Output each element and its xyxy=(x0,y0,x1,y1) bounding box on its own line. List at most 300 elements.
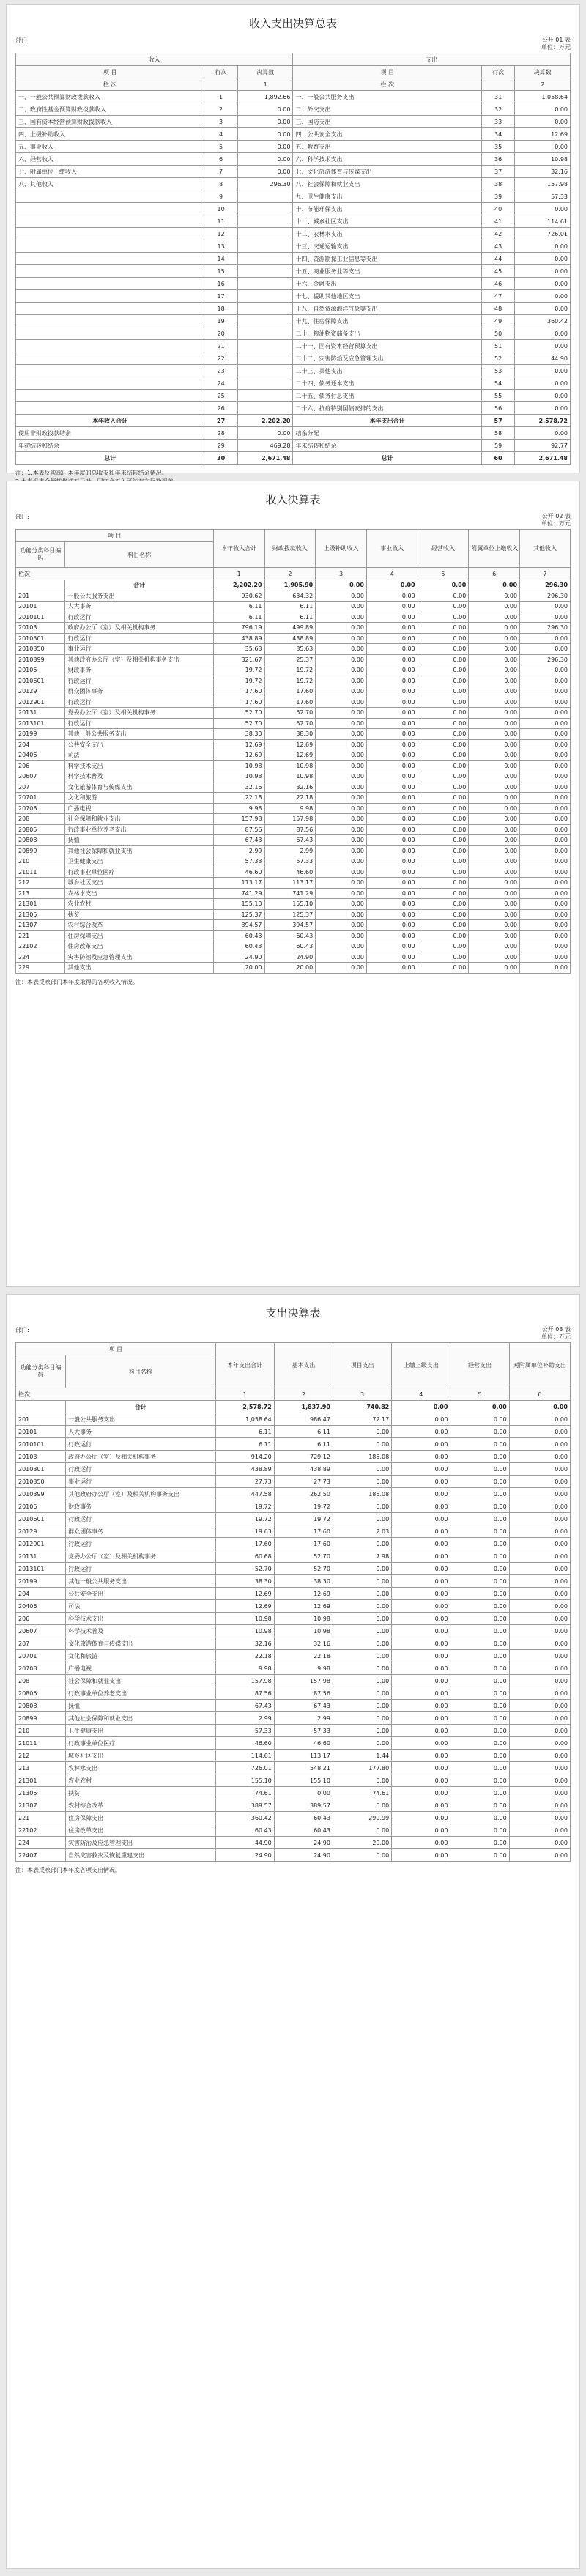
table-row xyxy=(16,440,571,452)
income-col-label: 栏次 xyxy=(16,568,214,580)
amount-cell: 0.00 xyxy=(450,1824,509,1837)
amount-cell: 0.00 xyxy=(520,644,571,655)
table-row xyxy=(16,1600,571,1613)
expense-line: 46 xyxy=(481,278,514,290)
table-row xyxy=(16,1737,571,1750)
income-h-biz: 事业收入 xyxy=(366,530,418,568)
amount-cell: 57.33 xyxy=(213,856,264,867)
amount-cell: 0.00 xyxy=(333,1725,391,1737)
amount-cell: 0.00 xyxy=(366,708,418,719)
summary-h-line: 行次 xyxy=(204,66,237,78)
summary-col-label: 栏 次 xyxy=(16,78,204,91)
amount-cell: 0.00 xyxy=(366,909,418,920)
table-row xyxy=(16,203,571,215)
income-amount: 0.00 xyxy=(237,427,293,440)
table-row xyxy=(16,1438,571,1451)
amount-cell: 0.00 xyxy=(366,697,418,708)
amount-cell: 0.00 xyxy=(418,941,469,952)
subject-name: 文化和旅游 xyxy=(66,1650,215,1662)
subject-name: 群众团体事务 xyxy=(65,686,213,697)
income-amount xyxy=(237,402,293,415)
expense-line: 32 xyxy=(481,103,514,116)
amount-cell: 0.00 xyxy=(418,963,469,974)
subject-code: 2010350 xyxy=(16,644,65,655)
amount-cell: 0.00 xyxy=(418,750,469,761)
income-amount xyxy=(237,340,293,352)
amount-cell: 0.00 xyxy=(418,845,469,856)
amount-cell: 0.00 xyxy=(316,963,367,974)
amount-cell: 0.00 xyxy=(392,1588,450,1600)
amount-cell: 0.00 xyxy=(469,665,520,676)
table-row xyxy=(16,415,571,427)
amount-cell: 0.00 xyxy=(450,1725,509,1737)
amount-cell: 0.00 xyxy=(392,1488,450,1500)
amount-cell: 0.00 xyxy=(520,803,571,814)
expense-amount: 0.00 xyxy=(515,327,571,340)
subject-name: 行政运行 xyxy=(66,1538,215,1550)
subject-code: 207 xyxy=(16,782,65,793)
amount-cell: 57.33 xyxy=(274,1725,333,1737)
amount-cell: 0.00 xyxy=(509,1750,570,1762)
expense-line: 50 xyxy=(481,327,514,340)
subject-code: 221 xyxy=(16,1812,66,1824)
expense-amount: 10.98 xyxy=(515,153,571,166)
expense-line: 55 xyxy=(481,390,514,402)
subject-name: 广播电视 xyxy=(65,803,213,814)
amount-cell: 2,202.20 xyxy=(213,580,264,591)
amount-cell: 60.43 xyxy=(215,1824,274,1837)
summary-title: 收入支出决算总表 xyxy=(248,17,337,30)
amount-cell: 125.37 xyxy=(213,909,264,920)
amount-cell: 157.98 xyxy=(264,814,316,825)
table-row xyxy=(16,729,571,740)
expense-table xyxy=(15,1342,571,1862)
amount-cell: 0.00 xyxy=(418,633,469,644)
subject-name: 群众团体事务 xyxy=(66,1525,215,1538)
amount-cell: 0.00 xyxy=(520,867,571,878)
income-line: 26 xyxy=(204,402,237,415)
expense-item: 十八、自然资源海洋气象等支出 xyxy=(293,303,481,315)
table-row xyxy=(16,952,571,963)
amount-cell: 87.56 xyxy=(274,1687,333,1700)
amount-cell: 0.00 xyxy=(520,856,571,867)
amount-cell: 0.00 xyxy=(520,782,571,793)
expense-line: 37 xyxy=(481,166,514,178)
amount-cell: 360.42 xyxy=(215,1812,274,1824)
amount-cell: 0.00 xyxy=(392,1762,450,1774)
amount-cell: 0.00 xyxy=(316,729,367,740)
amount-cell: 0.00 xyxy=(509,1712,570,1725)
amount-cell: 12.69 xyxy=(213,739,264,750)
amount-cell: 0.00 xyxy=(316,718,367,729)
amount-cell: 52.70 xyxy=(213,708,264,719)
amount-cell: 22.18 xyxy=(274,1650,333,1662)
subject-code: 208 xyxy=(16,1675,66,1687)
amount-cell: 35.63 xyxy=(264,644,316,655)
expense-line: 49 xyxy=(481,315,514,327)
subject-name: 一般公共服务支出 xyxy=(66,1413,215,1426)
amount-cell: 438.89 xyxy=(264,633,316,644)
amount-cell: 60.43 xyxy=(274,1812,333,1824)
amount-cell: 24.90 xyxy=(213,952,264,963)
subject-name: 农业农村 xyxy=(66,1774,215,1787)
amount-cell: 20.00 xyxy=(264,963,316,974)
amount-cell: 2.99 xyxy=(215,1712,274,1725)
amount-cell: 0.00 xyxy=(366,644,418,655)
subject-code: 20701 xyxy=(16,793,65,804)
amount-cell: 0.00 xyxy=(418,771,469,782)
subject-code: 212 xyxy=(16,878,65,889)
table-row xyxy=(16,228,571,240)
amount-cell: 0.00 xyxy=(520,941,571,952)
amount-cell: 6.11 xyxy=(274,1438,333,1451)
amount-cell: 0.00 xyxy=(520,835,571,846)
amount-cell: 0.00 xyxy=(469,835,520,846)
expense-line: 41 xyxy=(481,215,514,228)
amount-cell: 0.00 xyxy=(366,665,418,676)
income-item xyxy=(16,352,204,365)
subject-name: 扶贫 xyxy=(66,1787,215,1799)
amount-cell: 0.00 xyxy=(316,665,367,676)
subject-name: 卫生健康支出 xyxy=(65,856,213,867)
amount-cell: 1,837.90 xyxy=(274,1401,333,1413)
amount-cell: 0.00 xyxy=(392,1662,450,1675)
amount-cell: 0.00 xyxy=(333,1799,391,1812)
subject-name: 其他一般公共服务支出 xyxy=(65,729,213,740)
subject-name: 住房改革支出 xyxy=(65,941,213,952)
subject-code: 20899 xyxy=(16,845,65,856)
income-item xyxy=(16,340,204,352)
amount-cell: 0.00 xyxy=(520,963,571,974)
amount-cell: 0.00 xyxy=(418,591,469,602)
amount-cell: 87.56 xyxy=(264,824,316,835)
amount-cell: 0.00 xyxy=(392,1538,450,1550)
amount-cell: 0.00 xyxy=(450,1625,509,1637)
income-dept: 部门: xyxy=(15,514,29,520)
amount-cell: 0.00 xyxy=(316,878,367,889)
amount-cell: 0.00 xyxy=(316,814,367,825)
amount-cell: 0.00 xyxy=(418,930,469,941)
amount-cell: 0.00 xyxy=(450,1476,509,1488)
table-row xyxy=(16,1750,571,1762)
expense-amount: 0.00 xyxy=(515,290,571,303)
table-row xyxy=(16,116,571,128)
amount-cell: 177.80 xyxy=(333,1762,391,1774)
amount-cell: 12.69 xyxy=(274,1600,333,1613)
subject-code: 21305 xyxy=(16,909,65,920)
income-item xyxy=(16,402,204,415)
income-item: 本年收入合计 xyxy=(16,415,204,427)
amount-cell: 0.00 xyxy=(366,612,418,623)
expense-item: 八、社会保障和就业支出 xyxy=(293,178,481,190)
income-amount: 0.00 xyxy=(237,128,293,141)
table-row xyxy=(16,340,571,352)
income-h-item: 项 目 xyxy=(16,530,214,542)
subject-code: 213 xyxy=(16,1762,66,1774)
income-line: 4 xyxy=(204,128,237,141)
amount-cell: 0.00 xyxy=(392,1550,450,1563)
table-row xyxy=(16,835,571,846)
amount-cell: 0.00 xyxy=(392,1500,450,1513)
amount-cell: 0.00 xyxy=(509,1426,570,1438)
amount-cell: 0.00 xyxy=(450,1463,509,1476)
amount-cell: 0.00 xyxy=(469,623,520,634)
amount-cell: 0.00 xyxy=(509,1401,570,1413)
subject-name: 住房保障支出 xyxy=(66,1812,215,1824)
amount-cell: 0.00 xyxy=(450,1774,509,1787)
amount-cell: 0.00 xyxy=(418,856,469,867)
subject-name: 农业农村 xyxy=(65,899,213,910)
table-row xyxy=(16,1774,571,1787)
income-line: 17 xyxy=(204,290,237,303)
amount-cell: 157.98 xyxy=(213,814,264,825)
table-row xyxy=(16,760,571,771)
subject-code: 20106 xyxy=(16,665,65,676)
subject-name: 政府办公厅（室）及相关机构事务 xyxy=(65,623,213,634)
amount-cell: 0.00 xyxy=(509,1700,570,1712)
expense-code: 公开 03 表 xyxy=(541,1326,571,1333)
table-row xyxy=(16,739,571,750)
amount-cell: 0.00 xyxy=(366,771,418,782)
income-amount xyxy=(237,290,293,303)
income-h-fiscal: 财政拨款收入 xyxy=(264,530,316,568)
amount-cell: 0.00 xyxy=(469,803,520,814)
subject-code: 20103 xyxy=(16,1451,66,1463)
amount-cell: 17.60 xyxy=(213,697,264,708)
income-item xyxy=(16,377,204,390)
amount-cell: 0.00 xyxy=(366,888,418,899)
table-row xyxy=(16,1575,571,1588)
subject-code: 20808 xyxy=(16,1700,66,1712)
amount-cell: 67.43 xyxy=(264,835,316,846)
amount-cell: 726.01 xyxy=(215,1762,274,1774)
table-row xyxy=(16,1426,571,1438)
amount-cell: 17.60 xyxy=(215,1538,274,1550)
amount-cell: 0.00 xyxy=(366,602,418,612)
table-row xyxy=(16,888,571,899)
expense-amount: 0.00 xyxy=(515,402,571,415)
amount-cell: 0.00 xyxy=(520,878,571,889)
amount-cell: 0.00 xyxy=(316,708,367,719)
amount-cell: 0.00 xyxy=(450,1737,509,1750)
income-amount xyxy=(237,365,293,377)
amount-cell: 157.98 xyxy=(215,1675,274,1687)
amount-cell: 46.60 xyxy=(213,867,264,878)
subject-code: 2010399 xyxy=(16,654,65,665)
amount-cell: 0.00 xyxy=(418,739,469,750)
subject-name: 社会保障和就业支出 xyxy=(65,814,213,825)
subject-code: 22407 xyxy=(16,1849,66,1862)
subject-name: 科学技术普及 xyxy=(66,1625,215,1637)
amount-cell: 0.00 xyxy=(366,676,418,686)
amount-cell: 0.00 xyxy=(450,1438,509,1451)
expense-item: 结余分配 xyxy=(293,427,481,440)
amount-cell: 0.00 xyxy=(450,1700,509,1712)
subject-name: 事业运行 xyxy=(65,644,213,655)
subject-name: 农村综合改革 xyxy=(65,920,213,931)
subject-name: 其他社会保障和就业支出 xyxy=(66,1712,215,1725)
amount-cell: 0.00 xyxy=(520,771,571,782)
amount-cell: 157.98 xyxy=(274,1675,333,1687)
subject-code: 210 xyxy=(16,856,65,867)
subject-name: 文化和旅游 xyxy=(65,793,213,804)
amount-cell: 0.00 xyxy=(469,602,520,612)
amount-cell: 155.10 xyxy=(215,1774,274,1787)
subject-name: 其他一般公共服务支出 xyxy=(66,1575,215,1588)
subject-code: 22102 xyxy=(16,1824,66,1837)
amount-cell: 0.00 xyxy=(509,1824,570,1837)
amount-cell: 296.30 xyxy=(520,580,571,591)
amount-cell: 20.00 xyxy=(333,1837,391,1849)
amount-cell: 0.00 xyxy=(392,1687,450,1700)
amount-cell: 0.00 xyxy=(509,1476,570,1488)
amount-cell: 0.00 xyxy=(316,930,367,941)
expense-item: 二、外交支出 xyxy=(293,103,481,116)
amount-cell: 185.08 xyxy=(333,1451,391,1463)
subject-code: 20103 xyxy=(16,623,65,634)
amount-cell: 0.00 xyxy=(469,930,520,941)
expense-h-item: 项 目 xyxy=(16,1343,216,1355)
summary-expense-header: 支出 xyxy=(293,53,571,66)
amount-cell: 0.00 xyxy=(316,845,367,856)
income-line: 9 xyxy=(204,190,237,203)
amount-cell: 44.90 xyxy=(215,1837,274,1849)
table-row xyxy=(16,365,571,377)
expense-line: 33 xyxy=(481,116,514,128)
amount-cell: 0.00 xyxy=(316,612,367,623)
table-row xyxy=(16,654,571,665)
income-item xyxy=(16,253,204,265)
subject-name: 财政事务 xyxy=(66,1500,215,1513)
income-line: 19 xyxy=(204,315,237,327)
amount-cell: 0.00 xyxy=(392,1401,450,1413)
expense-line: 42 xyxy=(481,228,514,240)
income-col-number: 3 xyxy=(316,568,367,580)
expense-item: 十一、城乡社区支出 xyxy=(293,215,481,228)
income-line: 18 xyxy=(204,303,237,315)
subject-name: 合计 xyxy=(65,580,213,591)
amount-cell: 0.00 xyxy=(469,878,520,889)
income-amount xyxy=(237,265,293,278)
amount-cell: 0.00 xyxy=(316,803,367,814)
table-row xyxy=(16,878,571,889)
subject-name: 合计 xyxy=(66,1401,215,1413)
table-row xyxy=(16,265,571,278)
amount-cell: 0.00 xyxy=(469,899,520,910)
amount-cell: 0.00 xyxy=(509,1600,570,1613)
subject-code: 2010301 xyxy=(16,633,65,644)
table-row xyxy=(16,686,571,697)
amount-cell: 262.50 xyxy=(274,1488,333,1500)
subject-name: 行政事业单位养老支出 xyxy=(66,1687,215,1700)
amount-cell: 46.60 xyxy=(215,1737,274,1750)
income-amount xyxy=(237,253,293,265)
subject-name: 政府办公厅（室）及相关机构事务 xyxy=(66,1451,215,1463)
subject-code: 2012901 xyxy=(16,697,65,708)
amount-cell: 0.00 xyxy=(392,1799,450,1812)
expense-line: 31 xyxy=(481,91,514,103)
table-row xyxy=(16,1588,571,1600)
amount-cell: 0.00 xyxy=(520,760,571,771)
table-row xyxy=(16,141,571,153)
income-item: 二、政府性基金预算财政拨款收入 xyxy=(16,103,204,116)
table-row xyxy=(16,580,571,591)
amount-cell: 0.00 xyxy=(392,1774,450,1787)
expense-line: 53 xyxy=(481,365,514,377)
amount-cell: 0.00 xyxy=(520,612,571,623)
amount-cell: 52.70 xyxy=(264,718,316,729)
income-line: 30 xyxy=(204,452,237,465)
table-row xyxy=(16,290,571,303)
amount-cell: 0.00 xyxy=(520,793,571,804)
amount-cell: 19.72 xyxy=(264,665,316,676)
table-row xyxy=(16,708,571,719)
amount-cell: 0.00 xyxy=(316,793,367,804)
expense-amount: 0.00 xyxy=(515,278,571,290)
amount-cell: 0.00 xyxy=(316,686,367,697)
amount-cell: 0.00 xyxy=(469,729,520,740)
subject-code: 20106 xyxy=(16,1500,66,1513)
income-item: 六、经营收入 xyxy=(16,153,204,166)
amount-cell: 0.00 xyxy=(509,1787,570,1799)
amount-cell: 2.03 xyxy=(333,1525,391,1538)
amount-cell: 0.00 xyxy=(469,591,520,602)
amount-cell: 729.12 xyxy=(274,1451,333,1463)
amount-cell: 9.98 xyxy=(274,1662,333,1675)
amount-cell: 0.00 xyxy=(333,1438,391,1451)
income-amount: 1,892.66 xyxy=(237,91,293,103)
amount-cell: 0.00 xyxy=(469,845,520,856)
amount-cell: 0.00 xyxy=(450,1762,509,1774)
expense-amount: 0.00 xyxy=(515,265,571,278)
expense-item: 十九、住房保障支出 xyxy=(293,315,481,327)
table-row xyxy=(16,1762,571,1774)
income-line: 28 xyxy=(204,427,237,440)
amount-cell: 0.00 xyxy=(418,952,469,963)
amount-cell: 0.00 xyxy=(333,1662,391,1675)
expense-h-basic: 基本支出 xyxy=(274,1343,333,1388)
subject-name: 人大事务 xyxy=(66,1426,215,1438)
expense-amount: 0.00 xyxy=(515,203,571,215)
income-h-code: 功能分类科目编码 xyxy=(16,542,65,568)
income-amount: 296.30 xyxy=(237,178,293,190)
table-row xyxy=(16,1413,571,1426)
amount-cell: 60.43 xyxy=(213,941,264,952)
amount-cell: 0.00 xyxy=(366,760,418,771)
amount-cell: 12.69 xyxy=(274,1588,333,1600)
income-unit: 单位：万元 xyxy=(541,520,571,527)
amount-cell: 52.70 xyxy=(274,1563,333,1575)
amount-cell: 0.00 xyxy=(418,888,469,899)
amount-cell: 27.73 xyxy=(215,1476,274,1488)
amount-cell: 0.00 xyxy=(418,718,469,729)
table-row xyxy=(16,633,571,644)
amount-cell: 0.00 xyxy=(418,867,469,878)
subject-code: 20708 xyxy=(16,1662,66,1675)
amount-cell: 0.00 xyxy=(316,920,367,931)
subject-name: 住房保障支出 xyxy=(65,930,213,941)
amount-cell: 0.00 xyxy=(450,1849,509,1862)
income-item: 一、一般公共预算财政拨款收入 xyxy=(16,91,204,103)
amount-cell: 27.73 xyxy=(274,1476,333,1488)
amount-cell: 0.00 xyxy=(316,782,367,793)
table-row xyxy=(16,427,571,440)
amount-cell: 0.00 xyxy=(520,708,571,719)
expense-h-proj: 项目支出 xyxy=(333,1343,391,1388)
amount-cell: 0.00 xyxy=(509,1637,570,1650)
table-row xyxy=(16,452,571,465)
amount-cell: 0.00 xyxy=(392,1513,450,1525)
